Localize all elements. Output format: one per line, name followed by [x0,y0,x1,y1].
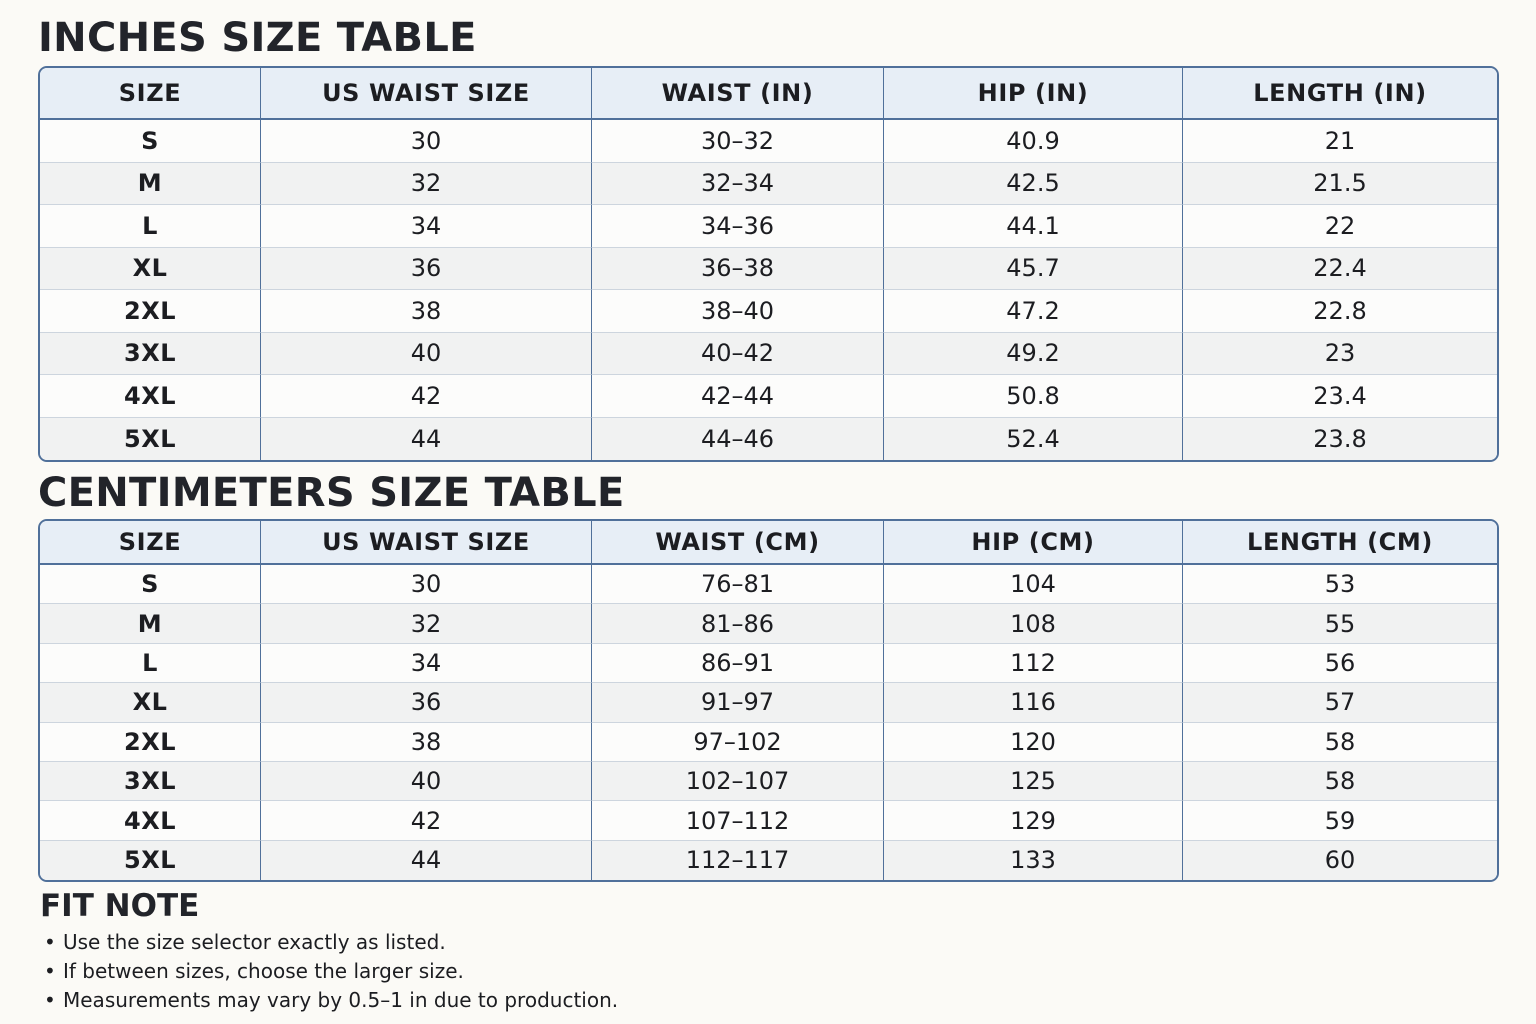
us-waist-cell: 30 [261,120,592,163]
bullet-icon: • [44,988,56,1012]
table-row [40,801,1497,840]
inches-size-table [38,66,1499,462]
table-row [40,683,1497,722]
column-header-size: SIZE [40,521,261,565]
hip-cell: 42.5 [884,163,1183,206]
waist-cell: 30–32 [592,120,884,163]
waist-cell: 34–36 [592,205,884,248]
length-cell: 21.5 [1183,163,1497,206]
length-cell: 56 [1183,644,1497,683]
hip-cell: 133 [884,841,1183,880]
length-cell: 60 [1183,841,1497,880]
us-waist-cell: 44 [261,841,592,880]
hip-cell: 116 [884,683,1183,722]
us-waist-cell: 30 [261,565,592,604]
waist-cell: 36–38 [592,248,884,291]
length-cell: 22.4 [1183,248,1497,291]
hip-cell: 52.4 [884,418,1183,461]
size-cell: M [40,604,261,643]
size-cell: S [40,120,261,163]
column-header-length-cm: LENGTH (CM) [1183,521,1497,565]
column-header-hip-cm: HIP (CM) [884,521,1183,565]
waist-cell: 40–42 [592,333,884,376]
length-cell: 23.8 [1183,418,1497,461]
size-cell: 4XL [40,375,261,418]
table-row [40,248,1497,291]
column-header-us-waist-size: US WAIST SIZE [261,521,592,565]
hip-cell: 108 [884,604,1183,643]
fit-note-text: Use the size selector exactly as listed. [63,930,446,954]
waist-cell: 44–46 [592,418,884,461]
waist-cell: 76–81 [592,565,884,604]
table-row [40,163,1497,206]
length-cell: 58 [1183,762,1497,801]
table-row [40,604,1497,643]
size-cell: 4XL [40,801,261,840]
hip-cell: 112 [884,644,1183,683]
size-cell: 3XL [40,333,261,376]
us-waist-cell: 34 [261,644,592,683]
hip-cell: 45.7 [884,248,1183,291]
centimeters-table-title: CENTIMETERS SIZE TABLE [38,470,625,516]
table-row [40,375,1497,418]
table-row [40,120,1497,163]
size-cell: XL [40,683,261,722]
us-waist-cell: 38 [261,290,592,333]
fit-note-text: Measurements may vary by 0.5–1 in due to production. [63,988,619,1012]
bullet-icon: • [44,959,56,983]
column-header-hip-in: HIP (IN) [884,68,1183,120]
table-row [40,205,1497,248]
fit-note-title: FIT NOTE [40,888,200,924]
fit-note-list [44,928,618,1015]
column-header-waist-cm: WAIST (CM) [592,521,884,565]
hip-cell: 129 [884,801,1183,840]
size-cell: 3XL [40,762,261,801]
fit-note-text: If between sizes, choose the larger size. [63,959,464,983]
fit-note-item [44,957,618,986]
table-row [40,290,1497,333]
length-cell: 22 [1183,205,1497,248]
length-cell: 57 [1183,683,1497,722]
table-row [40,762,1497,801]
table-row [40,723,1497,762]
hip-cell: 49.2 [884,333,1183,376]
hip-cell: 104 [884,565,1183,604]
us-waist-cell: 36 [261,683,592,722]
column-header-waist-in: WAIST (IN) [592,68,884,120]
waist-cell: 112–117 [592,841,884,880]
hip-cell: 120 [884,723,1183,762]
size-cell: 2XL [40,723,261,762]
us-waist-cell: 42 [261,375,592,418]
us-waist-cell: 38 [261,723,592,762]
waist-cell: 91–97 [592,683,884,722]
waist-cell: 97–102 [592,723,884,762]
centimeters-table-body [40,565,1497,880]
waist-cell: 86–91 [592,644,884,683]
table-row [40,644,1497,683]
bullet-icon: • [44,930,56,954]
length-cell: 59 [1183,801,1497,840]
inches-table-body [40,120,1497,460]
table-row [40,418,1497,461]
column-header-us-waist-size: US WAIST SIZE [261,68,592,120]
hip-cell: 47.2 [884,290,1183,333]
us-waist-cell: 34 [261,205,592,248]
centimeters-table-header-row [40,521,1497,565]
waist-cell: 102–107 [592,762,884,801]
column-header-length-in: LENGTH (IN) [1183,68,1497,120]
inches-table-title: INCHES SIZE TABLE [38,15,477,61]
table-row [40,841,1497,880]
column-header-size: SIZE [40,68,261,120]
waist-cell: 32–34 [592,163,884,206]
hip-cell: 125 [884,762,1183,801]
size-cell: XL [40,248,261,291]
size-cell: L [40,644,261,683]
hip-cell: 44.1 [884,205,1183,248]
us-waist-cell: 32 [261,163,592,206]
size-cell: M [40,163,261,206]
inches-table-header-row [40,68,1497,120]
centimeters-size-table [38,519,1499,882]
us-waist-cell: 42 [261,801,592,840]
hip-cell: 40.9 [884,120,1183,163]
waist-cell: 38–40 [592,290,884,333]
length-cell: 22.8 [1183,290,1497,333]
length-cell: 23 [1183,333,1497,376]
table-row [40,333,1497,376]
length-cell: 23.4 [1183,375,1497,418]
length-cell: 53 [1183,565,1497,604]
length-cell: 21 [1183,120,1497,163]
length-cell: 55 [1183,604,1497,643]
fit-note-item [44,928,618,957]
length-cell: 58 [1183,723,1497,762]
hip-cell: 50.8 [884,375,1183,418]
us-waist-cell: 40 [261,762,592,801]
size-cell: L [40,205,261,248]
size-cell: 2XL [40,290,261,333]
table-row [40,565,1497,604]
us-waist-cell: 40 [261,333,592,376]
waist-cell: 81–86 [592,604,884,643]
us-waist-cell: 36 [261,248,592,291]
size-cell: 5XL [40,841,261,880]
fit-note-item [44,986,618,1015]
us-waist-cell: 44 [261,418,592,461]
waist-cell: 107–112 [592,801,884,840]
waist-cell: 42–44 [592,375,884,418]
size-cell: S [40,565,261,604]
size-cell: 5XL [40,418,261,461]
us-waist-cell: 32 [261,604,592,643]
